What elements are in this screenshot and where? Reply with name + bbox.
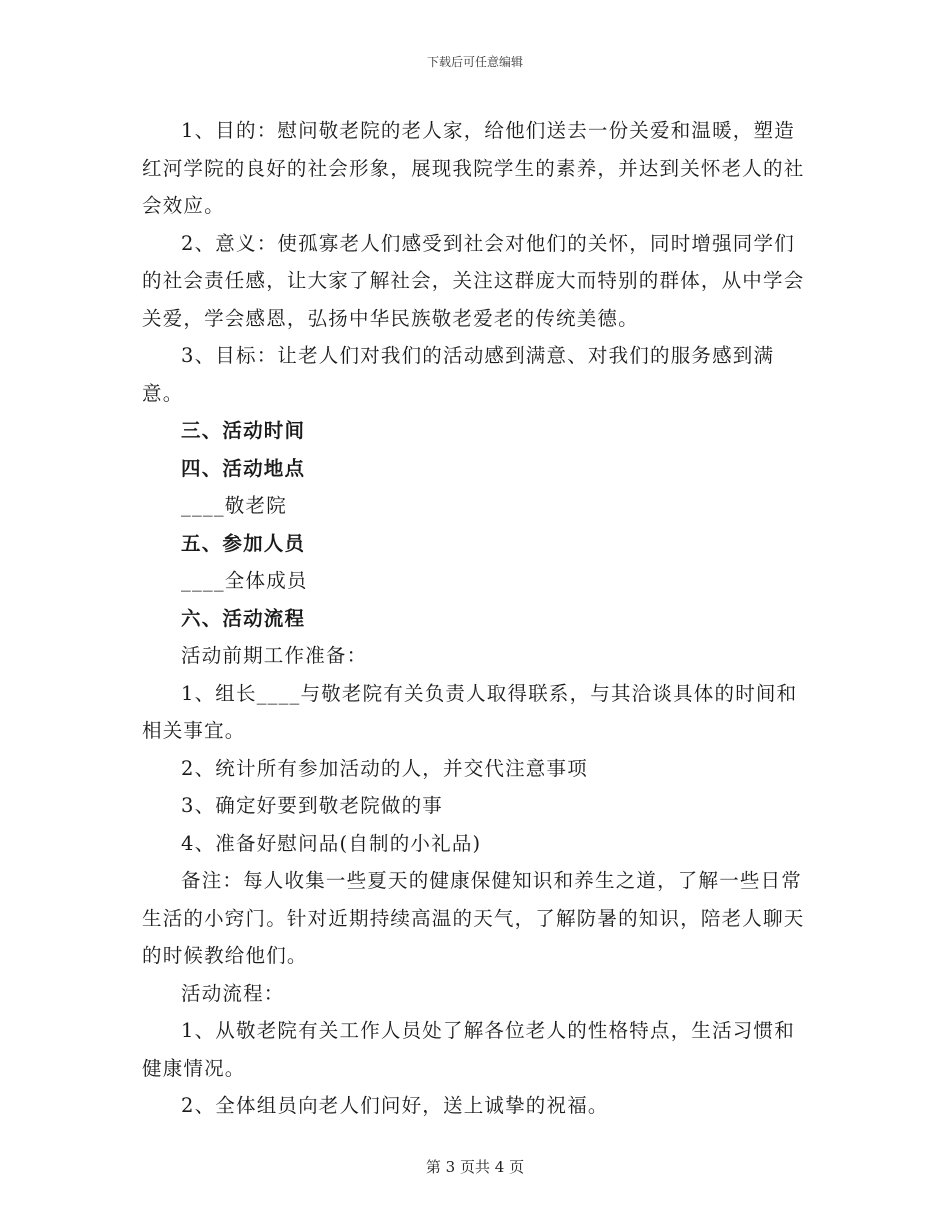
page-header: 下载后可任意编辑 (426, 55, 523, 69)
heading-activity-process: 六、活动流程 (181, 606, 306, 630)
paragraph-prep-step-2: 2、统计所有参加活动的人，并交代注意事项 (181, 756, 588, 780)
paragraph-location-value: ____敬老院 (181, 494, 287, 517)
paragraph-purpose: 1、目的：慰问敬老院的老人家，给他们送去一份关爱和温暖，塑造红河学院的良好的社会形象，展现我院学生的素养，并达到关怀老人的社会效应。 (142, 119, 805, 217)
paragraph-prep-step-4: 4、准备好慰问品(自制的小礼品) (181, 831, 482, 855)
page-footer: 第 3 页共 4 页 (425, 1158, 525, 1176)
paragraph-prep-step-1: 1、组长____与敬老院有关负责人取得联系，与其洽谈具体的时间和相关事宜。 (142, 681, 798, 742)
heading-activity-time: 三、活动时间 (181, 419, 306, 442)
paragraph-significance: 2、意义：使孤寡老人们感受到社会对他们的关怀，同时增强同学们的社会责任感，让大家了解社会，关注这群庞大而特别的群体，从中学会关爱，学会感恩，弘扬中华民族敬老爱老的传统美德。 (142, 231, 805, 330)
paragraph-prep-step-3: 3、确定好要到敬老院做的事 (181, 794, 444, 817)
paragraph-preparation-title: 活动前期工作准备： (181, 644, 368, 667)
paragraph-participants-value: ____全体成员 (181, 569, 308, 592)
paragraph-process-step-1: 1、从敬老院有关工作人员处了解各位老人的性格特点，生活习惯和健康情况。 (142, 1019, 795, 1080)
paragraph-process-title: 活动流程： (181, 981, 285, 1005)
paragraph-remark: 备注：每人收集一些夏天的健康保健知识和养生之道，了解一些日常生活的小窍门。针对近期持续高温的天气，了解防暑的知识，陪老人聊天的时候教给他们。 (142, 869, 805, 967)
paragraph-goal: 3、目标：让老人们对我们的活动感到满意、对我们的服务感到满意。 (142, 344, 775, 405)
heading-participants: 五、参加人员 (181, 531, 306, 555)
heading-activity-location: 四、活动地点 (181, 456, 306, 480)
paragraph-process-step-2: 2、全体组员向老人们问好，送上诚挚的祝福。 (181, 1094, 609, 1117)
document-body (142, 112, 808, 1125)
